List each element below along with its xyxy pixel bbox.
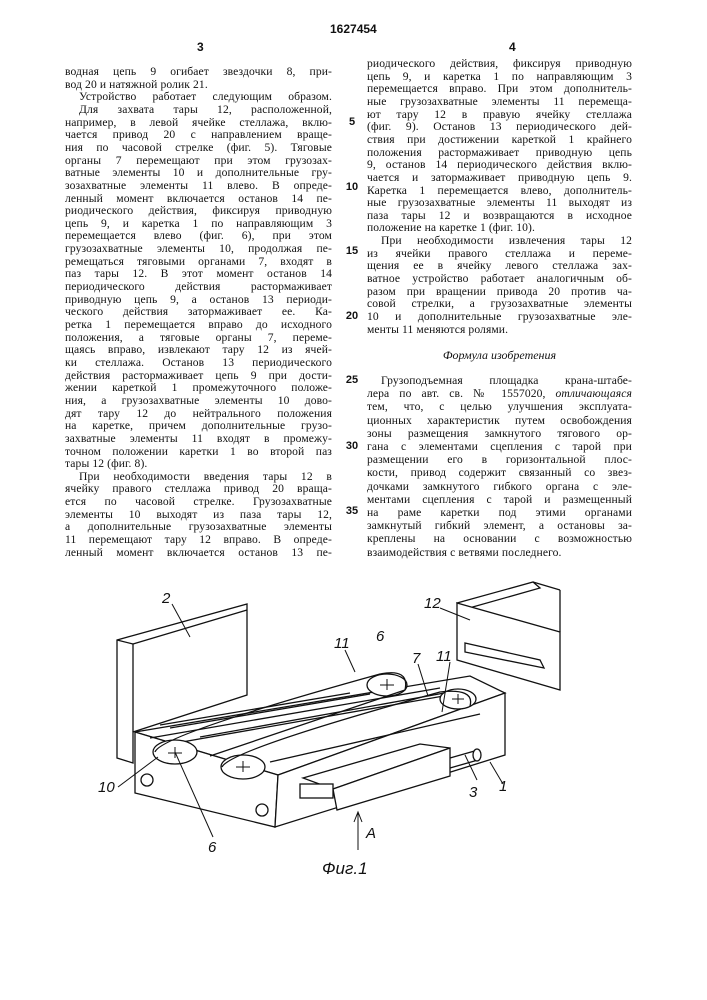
text-line: ческого действия затормаживает ее. Ка- bbox=[65, 305, 332, 318]
text-line: При необходимости извлечения тары 12 bbox=[381, 234, 632, 247]
text-line: чается и затормаживает приводную цепь 9. bbox=[367, 171, 632, 184]
text-line: ные грузозахватные элементы 11 выходят из bbox=[367, 196, 632, 209]
text-line: вод 20 и натяжной ролик 21. bbox=[65, 78, 332, 91]
text-line: ные грузозахватные элементы 11 перемеща- bbox=[367, 95, 632, 108]
text-line: При необходимости введения тары 12 в bbox=[79, 470, 332, 483]
text-line: гана с элементами сцепления с тарой при bbox=[367, 440, 632, 453]
text-line: Устройство работает следующим образом. bbox=[79, 90, 332, 103]
text-line: замкнутый гибкий элемент, а остановы за- bbox=[367, 519, 632, 532]
text-line: периодического действия растормаживает bbox=[65, 280, 332, 293]
label-sprocket-bottom: 6 bbox=[208, 839, 217, 856]
text-line: ния, а грузозахватные элементы 10 дово- bbox=[65, 394, 332, 407]
text-line: перемещается вправо. При этом дополнитель- bbox=[367, 82, 632, 95]
text-line: жении кареткой 1 промежуточного положе- bbox=[65, 381, 332, 394]
emphasis-text: отличающаяся bbox=[556, 387, 633, 400]
right-page-number: 4 bbox=[509, 40, 516, 54]
text-line: чается привод 20 с направлением враще- bbox=[65, 128, 332, 141]
text-line: действия растормаживает цепь 9 при дости- bbox=[65, 369, 332, 382]
label-grip-element: 10 bbox=[98, 779, 115, 796]
text-line: приводную цепь 9, а останов 13 периоди- bbox=[65, 293, 332, 306]
text-line: на каретке, причем дополнительные грузо- bbox=[65, 419, 332, 432]
text-line: менты 11 меняются ролями. bbox=[367, 323, 632, 336]
patent-number: 1627454 bbox=[330, 22, 377, 36]
text-line: 11 перемещают тару 12 вправо. В опреде- bbox=[65, 533, 332, 546]
figure-caption: Фиг.1 bbox=[322, 859, 368, 878]
text-line: совой стрелки, а грузозахватные элементы bbox=[367, 297, 632, 310]
text-line: ретка 1 перемещается вправо до исходного bbox=[65, 318, 332, 331]
text-line: (фиг. 9). Останов 13 периодического дей- bbox=[367, 120, 632, 133]
text-line: дят тару 12 до нейтрального положения bbox=[65, 407, 332, 420]
text-line: риодического действия, фиксируя приводную bbox=[367, 57, 632, 70]
label-sprocket-top: 6 bbox=[376, 628, 385, 645]
text-line: положение на каретке 1 (фиг. 10). bbox=[367, 221, 632, 234]
line-number: 25 bbox=[340, 374, 364, 386]
text-line: щаясь вправо, извлекают тару 12 из ячей- bbox=[65, 343, 332, 356]
text-line: из ячейки правого стеллажа и переме- bbox=[367, 247, 632, 260]
text-line: 9, останов 14 периодического действия вклю- bbox=[367, 158, 632, 171]
text-line: ремещаться тяговыми органами 7, входят в bbox=[65, 255, 332, 268]
text-line: грузозахватные элементы 10, продолжая пе- bbox=[65, 242, 332, 255]
text-line: ния по часовой стрелке (фиг. 5). Тяговые bbox=[65, 141, 332, 154]
text-line: ствия при достижении кареткой 1 крайнего bbox=[367, 133, 632, 146]
label-container: 12 bbox=[424, 595, 441, 612]
text-line: паза тары 12 и возвращаются в исходное bbox=[367, 209, 632, 222]
text-line: а дополнительные грузозахватные элементы bbox=[65, 520, 332, 533]
label-chain: 7 bbox=[412, 650, 421, 667]
line-number: 30 bbox=[340, 440, 364, 452]
label-guide: 3 bbox=[469, 784, 478, 801]
text-line: риодического действия, фиксируя приводную bbox=[65, 204, 332, 217]
text-line: Грузоподъемная площадка крана-штабе- bbox=[381, 374, 632, 387]
text-line: щения ее в ячейку левого стеллажа зах- bbox=[367, 259, 632, 272]
text-line: ется по часовой стрелке. Грузозахватные bbox=[65, 495, 332, 508]
text-line: кости, привод содержит связанный со звез- bbox=[367, 466, 632, 479]
text-line: водная цепь 9 огибает звездочки 8, при- bbox=[65, 65, 332, 78]
text-line: ют тару 12 в правую ячейку стеллажа bbox=[367, 108, 632, 121]
text-line: 10 и дополнительные грузозахватные эле- bbox=[367, 310, 632, 323]
text-line: перемещается влево (фиг. 6), при этом bbox=[65, 229, 332, 242]
text-line: размещении его в горизонтальной плос- bbox=[367, 453, 632, 466]
text-line: точном положении каретки 1 во второй паз bbox=[65, 445, 332, 458]
text-line: ватное устройство работает аналогичным об- bbox=[367, 272, 632, 285]
text-line: положения, а тяговые органы 7, переме- bbox=[65, 331, 332, 344]
text-line: цепь 9, и каретка 1 по направляющим 3 bbox=[367, 70, 632, 83]
text-line: положения растормаживает приводную цепь bbox=[367, 146, 632, 159]
text-line: Каретка 1 перемещается влево, дополнитель- bbox=[367, 184, 632, 197]
text-line: захватные элементы 11 входят в промежу- bbox=[65, 432, 332, 445]
line-number: 20 bbox=[340, 310, 364, 322]
text-line: цепь 9, и каретка 1 по направляющим 3 bbox=[65, 217, 332, 230]
line-number: 5 bbox=[340, 116, 364, 128]
text-line: ментами сцепления с тарой и размещенный bbox=[367, 493, 632, 506]
label-view-a: A bbox=[365, 825, 376, 842]
label-grip-a: 11 bbox=[334, 635, 350, 652]
text-line: ционных характеристик путем освобождения bbox=[367, 414, 632, 427]
text-line: элементы 10 выходят из паза тары 12, bbox=[65, 508, 332, 521]
text-line: зоны размещения замкнутого тягового ор- bbox=[367, 427, 632, 440]
line-number: 35 bbox=[340, 505, 364, 517]
text-line: ватные элементы 10 и дополнительные гру- bbox=[65, 166, 332, 179]
text-line: ленный момент включается останов 14 пе- bbox=[65, 192, 332, 205]
line-number: 10 bbox=[340, 181, 364, 193]
text-line: на раме каретки под этими органами bbox=[367, 506, 632, 519]
text-line: ленный момент включается останов 13 пе- bbox=[65, 546, 332, 559]
left-page-number: 3 bbox=[197, 40, 204, 54]
text-line: ки стеллажа. Останов 13 периодического bbox=[65, 356, 332, 369]
figure-1-drawing bbox=[0, 0, 707, 1000]
text-line: ячейку правого стеллажа привод 20 враща- bbox=[65, 482, 332, 495]
text-line: органы 7 перемещают при этом грузозах- bbox=[65, 154, 332, 167]
text-line: креплены на основании с возможностью bbox=[367, 532, 632, 545]
text-line: паз тары 12. В этот момент останов 14 bbox=[65, 267, 332, 280]
label-grip-b: 11 bbox=[436, 648, 452, 665]
text-line: например, в левой ячейке стеллажа, вклю- bbox=[65, 116, 332, 129]
label-panel: 2 bbox=[161, 590, 171, 607]
text-line: Для захвата тары 12, расположенной, bbox=[79, 103, 332, 116]
text-line: тем, что, с целью улучшения эксплуата- bbox=[367, 400, 632, 413]
container-tare bbox=[457, 582, 560, 690]
text-line: тары 12 (фиг. 8). bbox=[65, 457, 332, 470]
label-carriage: 1 bbox=[499, 778, 507, 795]
text-line: дочками замкнутого гибкого органа с эле- bbox=[367, 480, 632, 493]
text-line: зозахватные элементы 11 влево. В опреде- bbox=[65, 179, 332, 192]
text-line: лера по авт. св. № 1557020, отличающаяся bbox=[367, 387, 632, 400]
line-number: 15 bbox=[340, 245, 364, 257]
claims-heading: Формула изобретения bbox=[367, 348, 632, 363]
text-line: взаимодействия с ветвями последнего. bbox=[367, 546, 632, 559]
text-line: разом при вращении привода 20 против ча- bbox=[367, 285, 632, 298]
